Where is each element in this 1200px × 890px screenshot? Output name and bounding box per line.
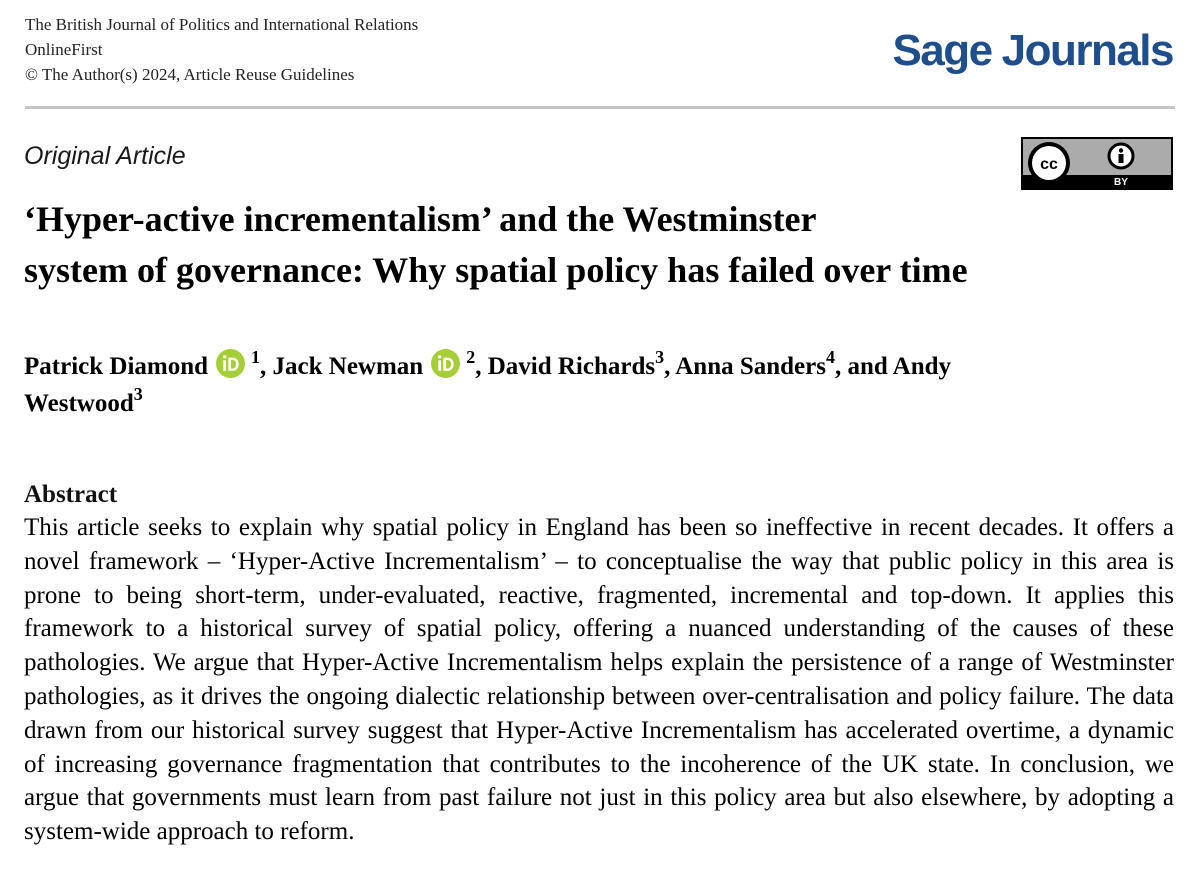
brand-word-sage: Sage	[892, 26, 992, 75]
author-name[interactable]: Jack Newman	[272, 353, 424, 380]
cc-by-license-badge[interactable]	[1021, 137, 1173, 190]
author-list	[24, 348, 1174, 422]
abstract-text: This article seeks to explain why spatial policy in England has been so ineffective in recent decades. It offers a novel framework – ‘Hyper-Active Incrementalism’ – to conceptualise the way that public policy in this area is prone to being short-term, under-evaluated, reactive, fragmented, incremental and top-down. It applies this framework to a historical survey of spatial policy, offering a nuanced understanding of the causes of these pathologies. We argue that Hyper-Active Incrementalism helps explain the persistence of a range of Westminster pathologies, as it drives the ongoing dialectic relationship between over-centralisation and policy failure. The data drawn from our historical survey suggest that Hyper-Active Incrementalism has accelerated overtime, a dynamic of increasing governance fragmentation that contributes to the incoherence of the UK state. In conclusion, we argue that governments must learn from past failure not just in this policy area but also elsewhere, by adopting a system-wide approach to reform.	[24, 514, 1174, 846]
cc-icon-text: cc	[1040, 156, 1058, 173]
cc-by-license-graphic	[1023, 139, 1171, 188]
author-separator: ,	[260, 353, 273, 380]
orcid-icon[interactable]	[431, 349, 460, 378]
publication-status: OnlineFirst	[25, 40, 103, 59]
copyright-notice[interactable]: © The Author(s) 2024, Article Reuse Guidelines	[25, 65, 355, 84]
affiliation-marker: 3	[655, 347, 665, 367]
title-line-1: ‘Hyper-active incrementalism’ and the Westminster	[24, 199, 817, 239]
journal-name[interactable]: The British Journal of Politics and International Relations	[25, 15, 419, 34]
author-name[interactable]: Patrick Diamond	[24, 353, 209, 380]
affiliation-marker: 4	[825, 347, 835, 367]
brand-word-journals: Journals	[1001, 26, 1173, 75]
author-first-name[interactable]: Andy	[892, 353, 952, 380]
author-name[interactable]: David Richards	[487, 353, 656, 380]
author-separator: , and	[834, 353, 893, 380]
sage-journals-logo[interactable]	[892, 26, 1173, 76]
author-separator: ,	[664, 353, 676, 380]
affiliation-marker: 2	[466, 347, 476, 367]
affiliation-marker: 1	[251, 347, 261, 367]
article-title	[24, 194, 1174, 296]
author-name[interactable]: Anna Sanders	[675, 353, 826, 380]
affiliation-marker: 3	[133, 384, 143, 404]
author-last-name[interactable]: Westwood	[24, 390, 134, 417]
journal-info	[25, 12, 418, 87]
author-line-1	[24, 348, 1174, 385]
journal-header	[25, 8, 1175, 109]
license-code: BY	[1114, 177, 1128, 188]
abstract-heading: Abstract	[24, 481, 118, 508]
author-line-2	[24, 385, 1174, 422]
orcid-icon[interactable]	[216, 349, 245, 378]
author-separator: ,	[475, 353, 488, 380]
article-type: Original Article	[24, 142, 186, 170]
title-line-2: system of governance: Why spatial policy has failed over time	[24, 250, 968, 290]
